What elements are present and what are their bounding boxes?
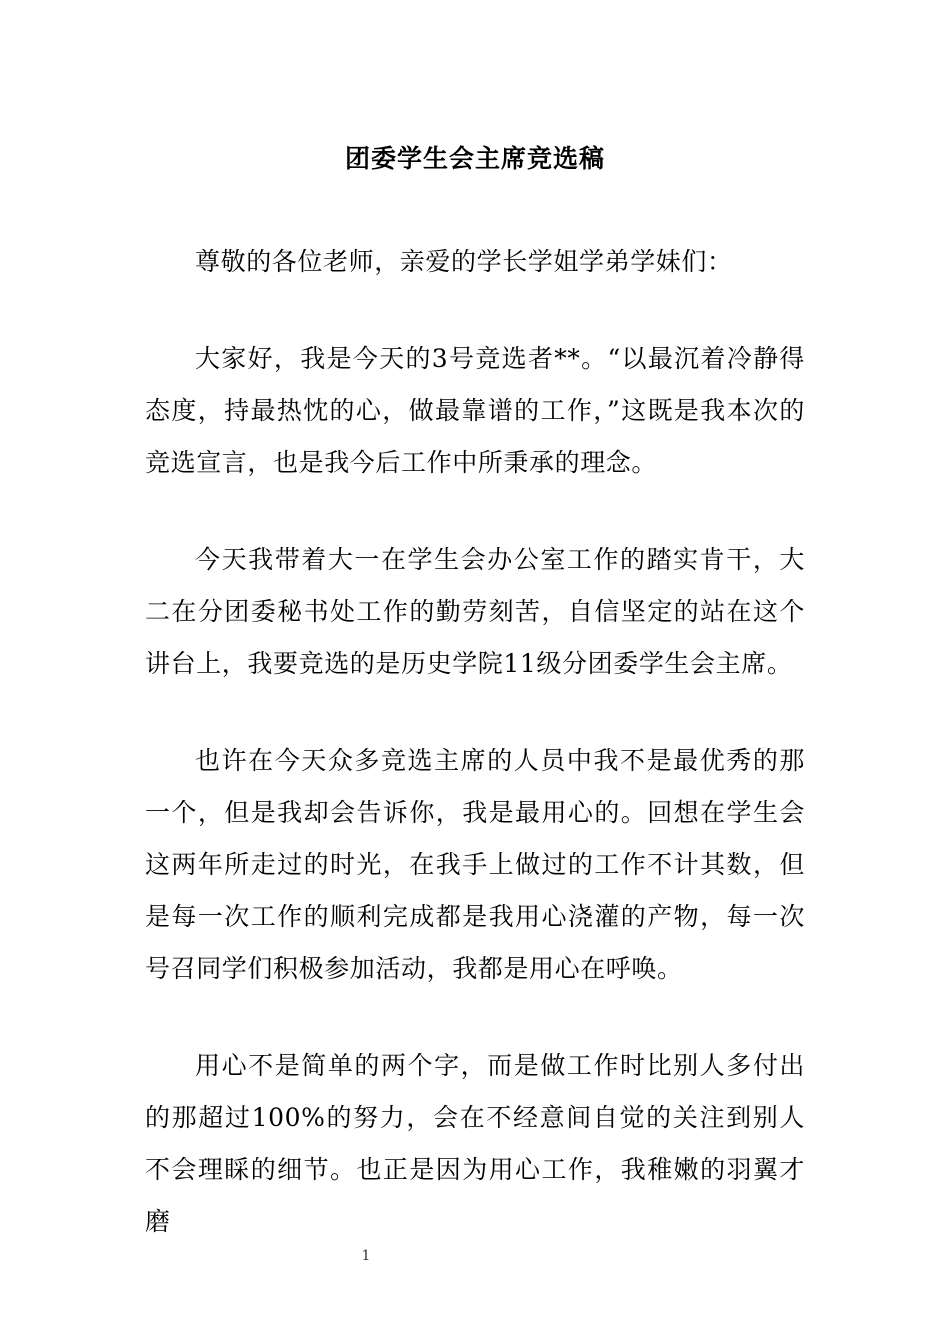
document-body [145,236,805,1293]
document-title: 团委学生会主席竞选稿 [344,144,605,173]
paragraph-introduction: 大家好，我是今天的3号竞选者**。“以最沉着冷静得态度，持最热忱的心，做最靠谱的工作，”这既是我本次的竞选宣言，也是我今后工作中所秉承的理念。 [145,344,805,477]
paragraph-experience: 今天我带着大一在学生会办公室工作的踏实肯干，大二在分团委秘书处工作的勤劳刻苦，自信坚定的站在这个讲台上，我要竞选的是历史学院11级分团委学生会主席。 [145,545,805,678]
paragraph-dedication: 也许在今天众多竞选主席的人员中我不是最优秀的那一个，但是我却会告诉你，我是最用心的。回想在学生会这两年所走过的时光，在我手上做过的工作不计其数，但是每一次工作的顺利完成都是我用心浇灌的产物，每一次号召同学们积极参加活动，我都是用心在呼唤。 [145,746,805,983]
paragraph-effort: 用心不是简单的两个字，而是做工作时比别人多付出的那超过100%的努力，会在不经意间自觉的关注到别人不会理睬的细节。也正是因为用心工作，我稚嫩的羽翼才磨 [145,1051,805,1236]
page-number: 1 [361,1248,371,1264]
paragraph-greeting: 尊敬的各位老师，亲爱的学长学姐学弟学妹们： [195,247,733,276]
